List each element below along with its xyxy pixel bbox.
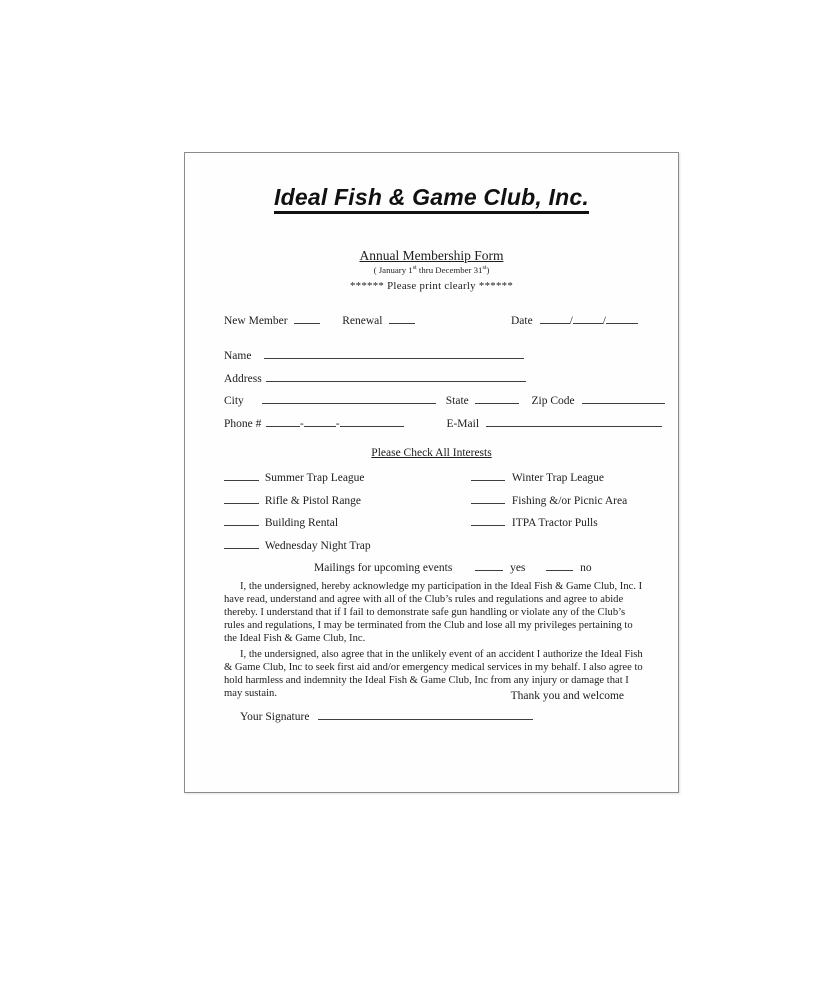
city-blank	[262, 392, 436, 404]
address-blank	[266, 370, 526, 382]
yes-label: yes	[510, 562, 526, 574]
club-title	[185, 184, 678, 211]
interest-check-blank	[224, 492, 259, 504]
interest-wednesday-trap	[224, 537, 371, 552]
date-separator: /	[569, 315, 573, 327]
interest-fishing-picnic	[471, 492, 627, 507]
interest-label: Winter Trap League	[511, 472, 605, 484]
zip-label: Zip Code	[531, 395, 575, 407]
interest-winter-trap	[471, 469, 604, 484]
phone-email-row	[224, 415, 662, 430]
phone-separator: -	[335, 418, 340, 430]
interest-rifle-pistol	[224, 492, 361, 507]
date-label: Date	[511, 315, 533, 327]
interest-check-blank	[224, 537, 259, 549]
city-state-zip-row	[224, 392, 665, 407]
signature-label: Your Signature	[240, 711, 310, 723]
zip-blank	[582, 392, 665, 404]
phone-label: Phone #	[224, 418, 262, 430]
phone-prefix-blank	[304, 415, 336, 427]
email-blank	[486, 415, 662, 427]
renewal-blank	[389, 312, 415, 324]
date-month-blank	[540, 312, 570, 324]
name-blank	[264, 347, 524, 359]
mailings-yes-blank	[475, 559, 503, 571]
phone-area-blank	[266, 415, 300, 427]
date-group	[511, 312, 638, 327]
member-status-group	[224, 312, 415, 327]
interest-label: Rifle & Pistol Range	[264, 495, 362, 507]
new-member-label: New Member	[224, 315, 288, 327]
form-date-range: ( January 1st thru December 31st)	[373, 265, 490, 275]
date-year-blank	[606, 312, 638, 324]
address-field-row	[224, 370, 526, 385]
name-field-row	[224, 347, 524, 362]
interests-heading: Please Check All Interests	[371, 447, 492, 459]
interest-label: Wednesday Night Trap	[264, 540, 371, 552]
address-label: Address	[224, 373, 262, 385]
closing-thanks: Thank you and welcome	[510, 690, 624, 702]
interest-label: Summer Trap League	[264, 472, 365, 484]
mailings-row	[314, 559, 592, 574]
agreement-paragraph-1: I, the undersigned, hereby acknowledge my participation in the Ideal Fish & Game Club, Inc. I have read, understand and agree with all of the Club’s rules and regulations and agree to abide thereby. I understand that if I fail to demonstrate safe gun handling or violate any of the Club’s rules and regulations, I may be terminated from the Club and lose all my privileges pertaining to the Ideal Fish & Game Club, Inc.	[224, 581, 643, 644]
email-label: E-Mail	[446, 418, 480, 430]
renewal-label: Renewal	[342, 315, 383, 327]
date-day-blank	[573, 312, 603, 324]
phone-line-blank	[340, 415, 404, 427]
mailings-label: Mailings for upcoming events	[314, 562, 453, 574]
interest-itpa-pulls	[471, 514, 598, 529]
city-label: City	[224, 395, 244, 407]
member-status-row	[224, 312, 638, 327]
interest-building-rental	[224, 514, 338, 529]
date-separator: /	[602, 315, 606, 327]
interest-check-blank	[471, 492, 505, 504]
no-label: no	[580, 562, 592, 574]
interest-label: Building Rental	[264, 517, 339, 529]
superscript-st: st	[482, 265, 487, 272]
club-title-text: Ideal Fish & Game Club, Inc.	[274, 184, 589, 214]
agreement-paragraph-2: I, the undersigned, also agree that in the unlikely event of an accident I authorize the Ideal Fish & Game Club, Inc to seek first aid and/or emergency medical services in my behalf. I also agree to hold harmless and indemnity the Ideal Fish & Game Club, Inc from any injury or damage that I may sustain.	[224, 649, 643, 699]
membership-form-page	[184, 152, 679, 793]
superscript-st: st	[412, 265, 417, 272]
signature-row	[240, 708, 533, 723]
interest-label: ITPA Tractor Pulls	[511, 517, 598, 529]
interest-summer-trap	[224, 469, 365, 484]
phone-separator: -	[299, 418, 304, 430]
interest-check-blank	[471, 514, 505, 526]
form-title: Annual Membership Form	[359, 248, 504, 263]
new-member-blank	[294, 312, 320, 324]
signature-blank	[318, 708, 533, 720]
interest-check-blank	[471, 469, 505, 481]
interest-label: Fishing &/or Picnic Area	[511, 495, 628, 507]
print-clearly-notice: ****** Please print clearly ******	[349, 280, 514, 292]
name-label: Name	[224, 350, 252, 362]
interest-check-blank	[224, 514, 259, 526]
mailings-no-blank	[546, 559, 573, 571]
state-blank	[475, 392, 519, 404]
interest-check-blank	[224, 469, 259, 481]
state-label: State	[445, 395, 469, 407]
